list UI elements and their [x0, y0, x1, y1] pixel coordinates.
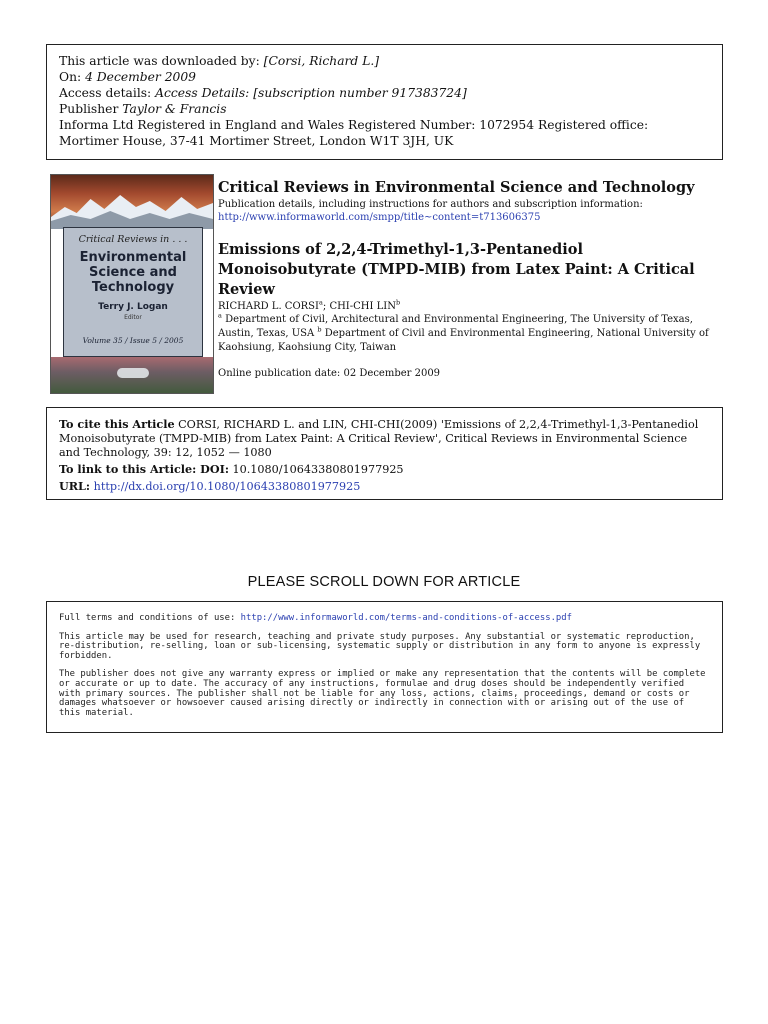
downloaded-by-value: [Corsi, Richard L.] [263, 54, 380, 68]
author-name: CHI-CHI LIN [329, 301, 396, 312]
doi-label: To link to this Article: DOI: [59, 462, 229, 476]
cite-row [59, 417, 710, 460]
article-info [218, 178, 718, 380]
affiliation-marker: a [218, 311, 222, 320]
terms-box [46, 601, 723, 733]
doi-url-link[interactable]: http://dx.doi.org/10.1080/10643380801977925 [93, 480, 361, 493]
scroll-notice: PLEASE SCROLL DOWN FOR ARTICLE [247, 574, 521, 590]
author-separator: ; [322, 301, 330, 312]
affiliation-marker: b [317, 325, 322, 334]
publisher-label: Publisher [59, 102, 119, 116]
cover-editor: Terry J. Logan [98, 302, 168, 312]
download-date-row [59, 69, 710, 85]
url-row [59, 479, 710, 494]
cover-title-line: Technology [91, 280, 175, 295]
cite-text: CORSI, RICHARD L. and LIN, CHI-CHI(2009) 'Emissions of 2,2,4-Trimethyl-1,3-Pentanediol Monoisobutyrate (TMPD-MIB) from Latex Paint: A Critical Review', Critical Reviews in Environmental Science and Technology, 39: 12, 1052 — 1080 [59, 418, 699, 459]
cover-title-line: Science and [89, 265, 177, 280]
terms-label: Full terms and conditions of use: [59, 613, 236, 623]
access-details-label: Access details: [59, 86, 152, 100]
affiliation-marker: b [395, 298, 401, 307]
download-date-value: 4 December 2009 [85, 70, 197, 84]
publisher-value: Taylor & Francis [122, 102, 227, 116]
cover-editor-role: Editor [124, 314, 142, 321]
download-info-box [46, 44, 723, 160]
online-publication-date: Online publication date: 02 December 2009 [218, 368, 441, 379]
terms-paragraph: This article may be used for research, teaching and private study purposes. Any substantial or systematic reproduction, re-distribution, re-selling, loan or sub-licensing, systematic supply or distribution in any form to anyone is expressly forbidden. [59, 631, 701, 661]
affiliation-text: Department of Civil, Architectural and Environmental Engineering, The University of Texas, Austin, Texas, USA [218, 314, 693, 339]
cover-title [64, 250, 202, 295]
journal-title: Critical Reviews in Environmental Science and Technology [218, 179, 695, 196]
terms-paragraph: The publisher does not give any warranty express or implied or make any representation that the contents will be complete or accurate or up to date. The accuracy of any instructions, formulae and drug doses should be independently verified with primary sources. The publisher shall not be liable for any loss, actions, claims, proceedings, demand or costs or damages whatsoever or howsoever caused arising directly or indirectly in connection with or arising out of the use of this material. [59, 669, 706, 718]
terms-intro [59, 614, 710, 624]
journal-url-row [218, 211, 718, 224]
cover-title-panel [63, 227, 203, 357]
downloaded-by-label: This article was downloaded by: [59, 54, 260, 68]
affiliation-marker: a [318, 298, 323, 307]
publisher-logo-icon [117, 368, 149, 378]
registration-text: Informa Ltd Registered in England and Wales Registered Number: 1072954 Registered office: Mortimer House, 37-41 Mortimer Street, London W1T 3JH, UK [59, 118, 649, 148]
cover-volume: Volume 35 / Issue 5 / 2005 [82, 336, 184, 345]
authors [218, 300, 718, 313]
journal-cover-image [50, 174, 214, 394]
download-date-label: On: [59, 70, 82, 84]
article-title: Emissions of 2,2,4-Trimethyl-1,3-Pentanediol Monoisobutyrate (TMPD-MIB) from Latex Paint: A Critical Review [218, 241, 695, 298]
cover-mountains [51, 189, 213, 229]
access-details-value: Access Details: [subscription number 917383724] [155, 86, 467, 100]
url-label: URL: [59, 479, 91, 493]
access-details-row [59, 85, 710, 101]
cover-series: Critical Reviews in . . . [78, 234, 188, 245]
publisher-row [59, 101, 710, 117]
journal-url-link[interactable]: http://www.informaworld.com/smpp/title~content=t713606375 [218, 212, 541, 223]
doi-row [59, 462, 710, 477]
affiliations [218, 313, 718, 355]
publication-details: Publication details, including instructions for authors and subscription information: [218, 199, 643, 210]
downloaded-by-row [59, 53, 710, 69]
doi-value: 10.1080/10643380801977925 [232, 463, 404, 476]
citation-box [46, 407, 723, 500]
cite-label: To cite this Article [59, 417, 175, 431]
terms-url-link[interactable]: http://www.informaworld.com/terms-and-conditions-of-access.pdf [240, 613, 572, 623]
cover-title-line: Environmental [79, 250, 187, 265]
affiliation-text: Department of Civil and Environmental Engineering, National University of Kaohsiung, Kaohsiung City, Taiwan [218, 328, 709, 353]
author-name: RICHARD L. CORSI [218, 301, 319, 312]
